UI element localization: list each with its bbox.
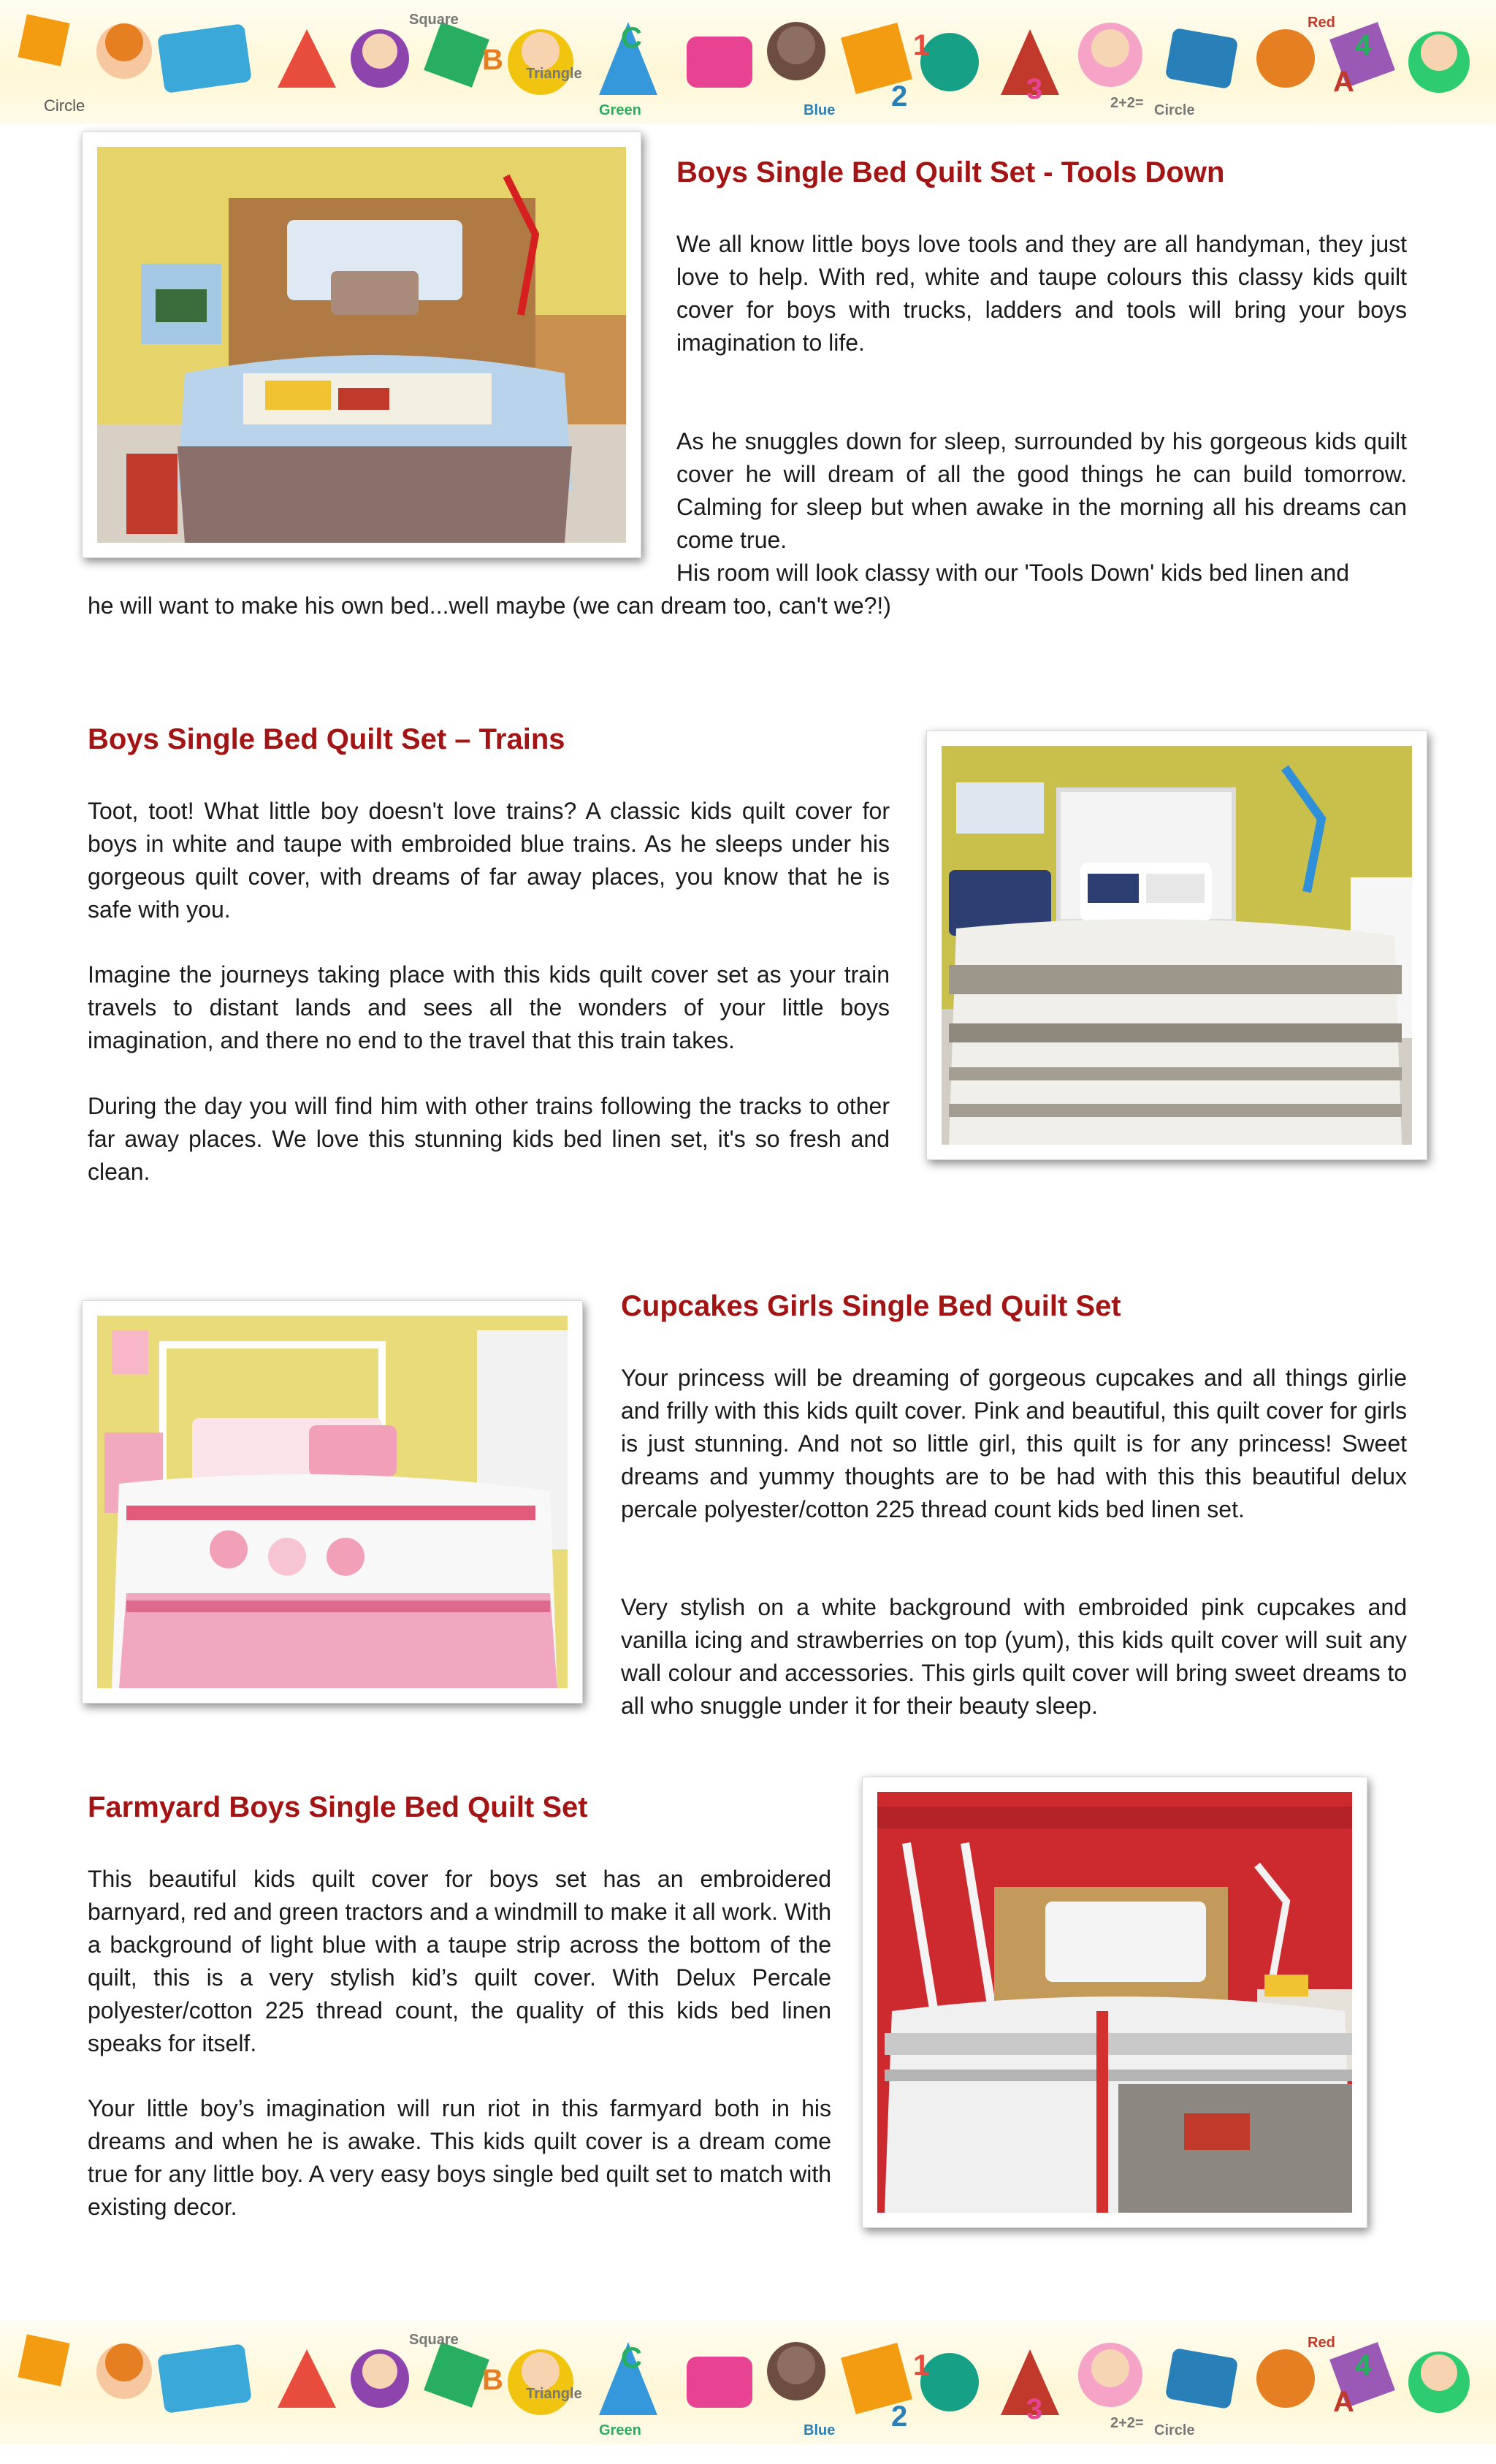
section-paragraph: During the day you will find him with other trains following the tracks to other far away places. We love this stunning kids bed linen set, it's so fresh and clean. (88, 1093, 890, 1185)
section-title: Boys Single Bed Quilt Set - Tools Down (676, 156, 1225, 188)
banner-word: Triangle (526, 2386, 582, 2402)
banner-word: Green (599, 102, 641, 118)
trains-photo (926, 731, 1427, 1160)
footer-banner (0, 2320, 1496, 2444)
header-banner (0, 0, 1496, 124)
svg-text:Circle: Circle (44, 96, 85, 115)
bed-photo-image (942, 746, 1412, 1145)
section-paragraph: Imagine the journeys taking place with this kids quilt cover set as your train travels to distant lands and sees all the wonders of your little boys imagination, and there no end to the travel that this train takes. (88, 961, 890, 1053)
cupcakes-photo (82, 1300, 583, 1704)
bed-photo-image (97, 1316, 568, 1688)
section-paragraph: he will want to make his own bed...well maybe (we can dream too, can't we?!) (88, 592, 891, 619)
section-title: Boys Single Bed Quilt Set – Trains (88, 723, 565, 755)
banner-word: Blue (804, 102, 836, 118)
banner-word: Red (1308, 2335, 1335, 2351)
banner-word: Square (409, 12, 459, 28)
section-paragraph: His room will look classy with our 'Tools Down' kids bed linen and (676, 560, 1350, 586)
banner-word: Circle (1154, 2422, 1195, 2438)
banner-word: 4 (1355, 2349, 1372, 2381)
banner-word: 2 (891, 2400, 908, 2433)
section-title: Farmyard Boys Single Bed Quilt Set (88, 1791, 588, 1823)
banner-word: B (482, 44, 503, 76)
banner-word: 4 (1355, 29, 1372, 61)
banner-word: Triangle (526, 66, 582, 82)
section-paragraph: Toot, toot! What little boy doesn't love trains? A classic kids quilt cover for boys in white and taupe with embroided blue trains. As he sleeps under his gorgeous quilt cover, with dreams of far away places, you know that he is safe with you. (88, 798, 890, 923)
banner-word: Green (599, 2422, 641, 2438)
section-paragraph: This beautiful kids quilt cover for boys set has an embroidered barnyard, red and green tractors and a windmill to make it all work. With a background of light blue with a taupe strip across the bottom of the quilt, this is a very stylish kid’s quilt cover. With Delux Percale polyester/cotton 225 thread count, the quality of this kids bed linen speaks for itself. (88, 1866, 831, 2056)
banner-word: 2 (891, 80, 908, 112)
banner-word: A (1333, 66, 1354, 98)
section-paragraph: We all know little boys love tools and they are all handyman, they just love to help. With red, white and taupe colours this classy kids quilt cover for boys with trucks, ladders and tools will bring your boys imagination to life. (676, 231, 1407, 356)
banner-word: 3 (1026, 2393, 1043, 2425)
banner-word: C (621, 2342, 642, 2374)
section-title: Cupcakes Girls Single Bed Quilt Set (621, 1290, 1121, 1322)
banner-word: 2+2= (1110, 95, 1144, 111)
farmyard-photo (862, 1777, 1367, 2228)
kids-banner-illustration (0, 0, 1496, 124)
section-paragraph: Your princess will be dreaming of gorgeous cupcakes and all things girlie and frilly with this kids quilt cover. Pink and beautiful, this quilt cover for girls is just stunning. And not so little girl, this quilt is for any princess! Sweet dreams and yummy thoughts are to be had with this this beautiful delux percale polyester/cotton 225 thread count kids bed linen set. (621, 1365, 1407, 1522)
banner-word: B (482, 2364, 503, 2396)
banner-word: C (621, 22, 642, 54)
section-paragraph: Very stylish on a white background with embroided pink cupcakes and vanilla icing and strawberries on top (yum), this kids quilt cover will suit any wall colour and accessories. This girls quilt cover will bring sweet dreams to all who snuggle under it for their beauty sleep. (621, 1594, 1407, 1719)
bed-photo-image (97, 147, 626, 543)
banner-word: Circle (1154, 102, 1195, 118)
banner-word: Blue (804, 2422, 836, 2438)
banner-word: Red (1308, 15, 1335, 31)
bed-photo-image (877, 1792, 1352, 2213)
tools-down-photo (82, 131, 641, 558)
banner-word: A (1333, 2386, 1354, 2418)
banner-word: 1 (913, 29, 930, 61)
banner-word: 2+2= (1110, 2415, 1144, 2431)
kids-banner-illustration (0, 2320, 1496, 2444)
banner-word: Square (409, 2332, 459, 2348)
section-paragraph: Your little boy’s imagination will run riot in this farmyard both in his dreams and when he is awake. This kids quilt cover is a dream come true for any little boy. A very easy boys single bed quilt set to match with existing decor. (88, 2095, 831, 2220)
section-paragraph: As he snuggles down for sleep, surrounded by his gorgeous kids quilt cover he will dream of all the good things he can build tomorrow. Calming for sleep but when awake in the morning all his dreams can come true. (676, 428, 1407, 553)
banner-word: 3 (1026, 73, 1043, 105)
banner-word: 1 (913, 2349, 930, 2381)
